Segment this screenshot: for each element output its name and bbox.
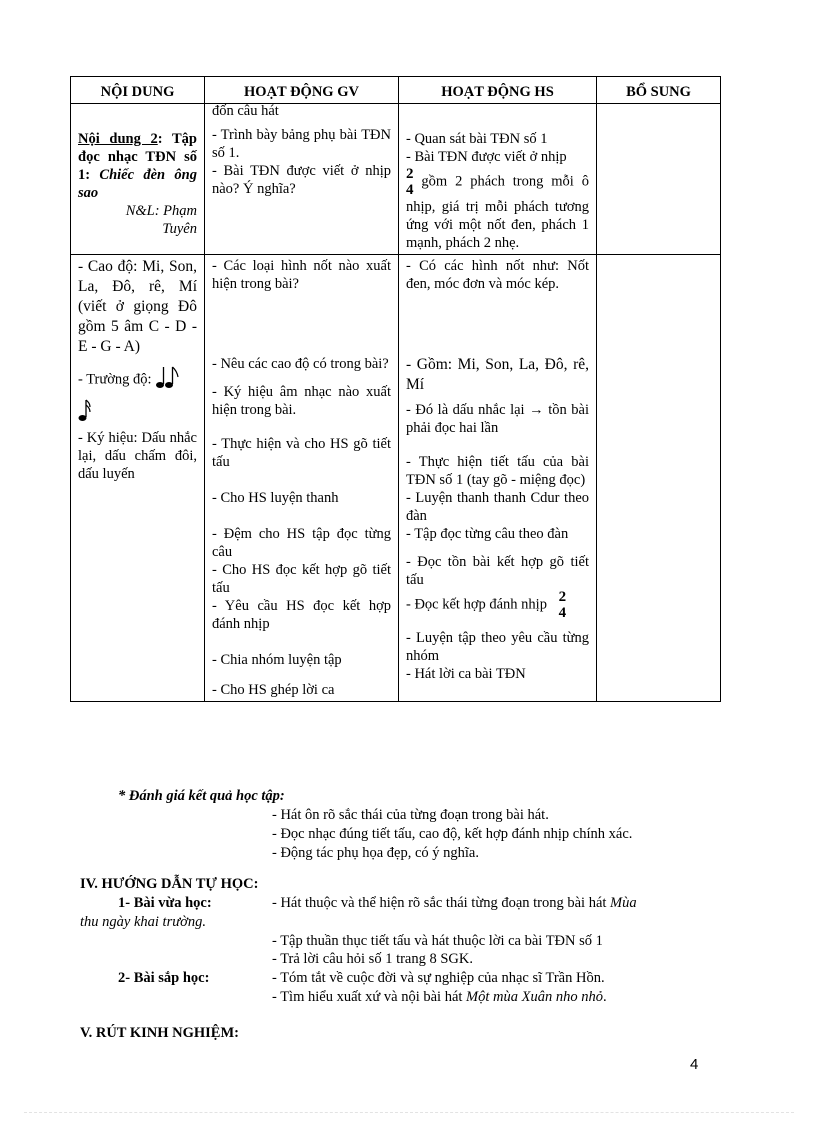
song-author: N&L: Phạm Tuyên [125, 203, 197, 237]
lesson2-item: - Tóm tắt về cuộc đời và sự nghiệp của nhạc sĩ Trần Hồn. [272, 970, 605, 986]
table-row [71, 104, 721, 255]
pitch-item: - Cao độ: Mi, Son, La, Đô, rê, Mí (viết ở giọng Đô gồm 5 âm C - D - E - G - A) [78, 258, 197, 355]
table-header-row [71, 77, 721, 104]
time-signature: 2 4 [558, 589, 567, 621]
section-v-heading: V. RÚT KINH NGHIỆM: [80, 1025, 239, 1041]
cell-hs-2 [399, 255, 597, 702]
gv-item: - Trình bày bảng phụ bài TĐN số 1. [212, 127, 391, 161]
content-label: Nội dung 2 [78, 131, 158, 147]
footer-divider [24, 1112, 794, 1113]
hs-item: - Hát lời ca bài TĐN [406, 666, 526, 682]
header-hoat-dong-hs: HOẠT ĐỘNG HS [399, 77, 597, 104]
gv-item: - Cho HS đọc kết hợp gõ tiết tấu [212, 562, 391, 596]
hs-item: - Đọc kết hợp đánh nhịp 2 4 [406, 589, 567, 621]
evaluation-item: - Hát ôn rõ sắc thái của từng đoạn trong bài hát. [272, 807, 549, 823]
evaluation-item: - Đọc nhạc đúng tiết tấu, cao độ, kết hợp đánh nhịp chính xác. [272, 826, 633, 842]
gv-item: - Nêu các cao độ có trong bài? [212, 356, 389, 372]
hs-item: - Luyện tập theo yêu cầu từng nhóm [406, 630, 589, 664]
lesson1-item: - Trả lời câu hỏi số 1 trang 8 SGK. [272, 951, 473, 967]
evaluation-item: - Động tác phụ họa đẹp, có ý nghĩa. [272, 845, 479, 861]
cell-bo-sung-1 [597, 104, 721, 255]
duration-item: - Trường độ: [78, 363, 197, 429]
cell-gv-1 [205, 104, 399, 255]
hs-item: - Gồm: Mi, Son, La, Đô, rê, Mí [406, 356, 589, 393]
lesson2-label: 2- Bài sắp học: [118, 970, 210, 986]
gv-item: - Đệm cho HS tập đọc từng câu [212, 526, 391, 560]
page-number: 4 [690, 1056, 699, 1073]
gv-item: - Ký hiệu âm nhạc nào xuất hiện trong bài. [212, 384, 391, 418]
hs-item: - Bài TĐN được viết ở nhịp [406, 149, 567, 165]
lesson2-item: - Tìm hiểu xuất xứ và nội bài hát Một mùa Xuân nho nhỏ. [272, 989, 607, 1005]
section-iv-heading: IV. HƯỚNG DẪN TỰ HỌC: [80, 876, 259, 892]
lesson1-song-continuation: thu ngày khai trường. [80, 914, 206, 930]
gv-item: - Chia nhóm luyện tập [212, 652, 342, 668]
lesson1-item: - Hát thuộc và thể hiện rõ sắc thái từng đoạn trong bài hát Mùa [272, 895, 637, 911]
hs-item: - Thực hiện tiết tấu của bài TĐN số 1 (tay gõ - miệng đọc) [406, 454, 589, 488]
header-noi-dung: NỘI DUNG [71, 77, 205, 104]
lesson-plan-table [70, 76, 721, 702]
gv-item: - Bài TĐN được viết ở nhịp nào? Ý nghĩa? [212, 163, 391, 197]
gv-item: - Các loại hình nốt nào xuất hiện trong bài? [212, 258, 391, 292]
gv-item: - Cho HS luyện thanh [212, 490, 339, 506]
hs-item: - Đọc tồn bài kết hợp gõ tiết tấu [406, 554, 589, 588]
gv-item: - Yêu cầu HS đọc kết hợp đánh nhịp [212, 598, 391, 632]
hs-item: - Luyện thanh thanh Cdur theo đàn [406, 490, 589, 524]
cell-gv-2 [205, 255, 399, 702]
hs-item: 2 4 gồm 2 phách trong mỗi ô nhịp, giá trị mỗi phách tương ứng với một nốt đen, phách 1 mạnh, phách 2 nhẹ. [406, 166, 589, 251]
table-row [71, 255, 721, 702]
cell-hs-1 [399, 104, 597, 255]
song-title: Chiếc đèn ông sao [78, 167, 197, 201]
hs-item: - Tập đọc từng câu theo đàn [406, 526, 569, 542]
header-bo-sung: BỔ SUNG [597, 77, 721, 104]
hs-item: - Đó là dấu nhắc lại → tồn bài phải đọc hai lần [406, 402, 589, 436]
sixteenth-note-icon [78, 397, 92, 429]
symbol-item: - Ký hiệu: Dấu nhắc lại, dấu chấm đôi, dấu luyến [78, 430, 197, 482]
header-hoat-dong-gv: HOẠT ĐỘNG GV [205, 77, 399, 104]
eighth-notes-icon [155, 363, 181, 397]
hs-item: - Quan sát bài TĐN số 1 [406, 131, 548, 147]
hs-item: - Có các hình nốt như: Nốt đen, móc đơn và móc kép. [406, 258, 589, 292]
time-signature: 2 4 [406, 166, 414, 198]
lesson1-item: - Tập thuần thục tiết tấu và hát thuộc lời ca bài TĐN số 1 [272, 933, 603, 949]
gv-item: - Thực hiện và cho HS gõ tiết tấu [212, 436, 391, 470]
cell-noi-dung-2 [71, 255, 205, 702]
lesson1-label: 1- Bài vừa học: [118, 895, 212, 911]
cell-bo-sung-2 [597, 255, 721, 702]
gv-continuation: đốn câu hát [212, 103, 279, 119]
cell-noi-dung-1: Nội dung 2: Tập đọc nhạc TĐN số 1: Chiếc đèn ông sao N&L: Phạm Tuyên [71, 104, 205, 255]
gv-item: - Cho HS ghép lời ca [212, 682, 335, 698]
evaluation-title: * Đánh giá kết quả học tập: [118, 788, 285, 804]
